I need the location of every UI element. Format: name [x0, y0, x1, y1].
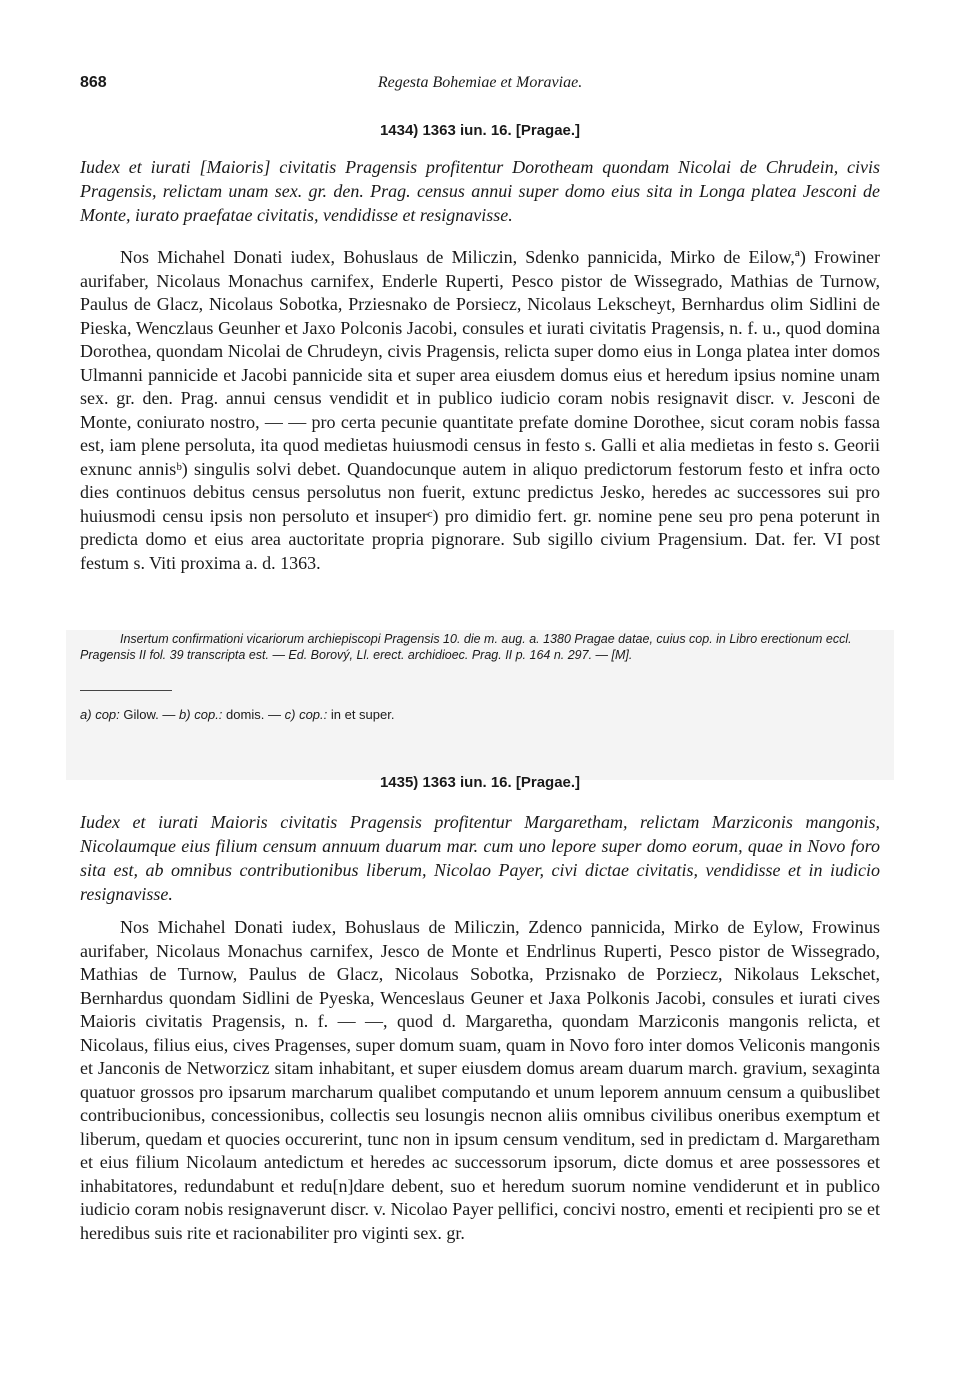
- footnote-a-mark: a): [80, 707, 92, 722]
- footnote-b-text: domis.: [226, 707, 265, 722]
- footnote-c: [285, 707, 395, 722]
- running-header: [80, 74, 880, 98]
- footnote-a-label: cop:: [95, 707, 120, 722]
- regest-1434: Iudex et iurati [Maioris] civitatis Pragensis profitentur Dorotheam quondam Nicolai de Chrudein, civis Pragensis, relictam unam sex. gr. den. Prag. census annui super domo eius sita in Longa platea Jesconi de Monte, iurato praefatae civitatis, vendidisse et resignavisse.: [80, 157, 880, 225]
- running-title: Regesta Bohemiae et Moraviae.: [377, 74, 583, 91]
- footnotes-1434: [80, 706, 880, 724]
- footnote-dash: —: [267, 707, 281, 722]
- source-note-1434: Insertum confirmationi vicariorum archiepiscopi Pragensis 10. die m. aug. a. 1380 Pragae datae, cuius cop. in Libro erectionum eccl. Pragensis II fol. 39 transcripta est. — Ed. Borový, Ll. erect. archidioec. Prag. II p. 164 n. 297. — [M].: [80, 632, 852, 662]
- entry-heading-1435: 1435) 1363 iun. 16. [Pragae.]: [379, 774, 581, 791]
- footnote-rule: [80, 690, 172, 691]
- footnote-c-mark: c): [284, 707, 296, 722]
- footnote-a: [80, 707, 159, 722]
- page-number: 868: [80, 74, 107, 91]
- footnote-a-text: Gilow.: [123, 707, 159, 722]
- footnote-c-text: in et super.: [330, 707, 395, 722]
- footnote-c-label: cop.:: [299, 707, 328, 722]
- body-text-1434: Nos Michahel Donati iudex, Bohuslaus de Miliczin, Sdenko pannicida, Mirko de Eilow,ª) Frowiner aurifaber, Nicolaus Monachus carnifex, Enderle Ruperti, Pesco pistor de Wissegrado, Mathias de Turnow, Paulus de Glacz, Nicolaus Sobotka, Prziesnako de Porsiecz, Nicolaus Lekscheyt, Bernhardus olim Sidlini de Pieska, Wenczlaus Geunher et Jaxo Polconis Jacobi, consules et iurati civitatis Pragensis, n. f. u., quod domina Dorothea, quondam Nicolai de Chrudeyn, civis Pragensis, relicta super domo eius in Longa platea inter domos Ulmanni pannicide et Jacobi pannicide sita et super area eiusdem domus eius et heredum ipsius nomine unam sex. gr. den. Prag. annui census vendidit et in publico iudicio coram nobis resignavit discr. v. Jesconi de Monte, coniurato nostro, — — pro certa pecunie quantitate prefate domine Dorothee, sicut coram nobis fassa est, iam plene persoluta, ita quod medietas huiusmodi census in festo s. Galli et alia medietas in festo s. Georii exnunc annisᵇ) singulis solvi debet. Quandocunque autem in aliquo predictorum festorum festo et infra octo dies continuos debitus census persolutus non fuerit, extunc predictus Jesko, heredes ac successores sui pro huiusmodi censu ipsis non persoluto et insuperᶜ) pro dimidio fert. gr. nomine pene seu pro pena poterunt in predicta domo et eius area auctoritate propria pignorare. Sub sigillo civium Pragensium. Dat. fer. VI post festum s. Viti proxima a. d. 1363.: [80, 247, 880, 573]
- footnote-dash: —: [162, 707, 176, 722]
- footnote-b-label: cop.:: [194, 707, 223, 722]
- body-text-1435: Nos Michahel Donati iudex, Bohuslaus de Miliczin, Zdenco pannicida, Mirko de Eylow, Frowinus aurifaber, Nicolaus Monachus carnifex, Jesco de Monte et Endrlinus Ruperti, Pesco pistor de Wissegrado, Mathias de Turnow, Paulus de Glacz, Nicolaus Sobotka, Przisnako de Porziecz, Nikolaus Lekschet, Bernhardus quondam Sidlini de Pyeska, Wenceslaus Geuner et Jaxa Polkonis Jacobi, consules et iurati cives Maioris civitatis Pragensis, n. f. — —, quod d. Margaretha, quondam Marziconis mangonis relicta, et Nicolaus, filius eius, cives Pragenses, super domum suam, quam in Novo foro inter domos Veliconis mangonis et Janconis de Networzicz sitam inhabitant, et super eiusdem domus aream duarum march. gravium, sexaginta quatuor grossos pro ipsarum marcharum qualibet computando et unum leporem annuum censum a quibuslibet contribucionibus, concessionibus, collectis seu losungis necnon aliis omnibus civilibus oneribus exemptum et liberum, quedam et quocies occurerint, tunc non in ipsum censum venditum, sed in predictam d. Margaretham et eius filium Nicolaum antedictum et heredes ac successorum ipsorum, dicte domus et aree possessores et inhabitatores, redundabunt et redu[n]dare debent, suo et heredum suorum nomine vendiderunt et in publico iudicio coram nobis resignaverunt discr. v. Nicolao Payer pellifici, concivi nostro, ementi et recipienti pro se et heredibus suis rite et racionabiliter pro viginti sex. gr.: [80, 917, 880, 1243]
- regest-1435: Iudex et iurati Maioris civitatis Pragensis profitentur Margaretham, relictam Marziconis mangonis, Nicolaumque eius filium censum annuum duarum mar. cum uno lepore super domo eorum, quae in Novo foro sita est, ab omnibus contributionibus liberum, Nicolao Payer, civi dictae civitatis, vendidisse et in iudicio resignavisse.: [80, 812, 880, 904]
- entry-heading-1434: 1434) 1363 iun. 16. [Pragae.]: [379, 122, 581, 139]
- footnote-b: [179, 707, 264, 722]
- footnote-b-mark: b): [179, 707, 191, 722]
